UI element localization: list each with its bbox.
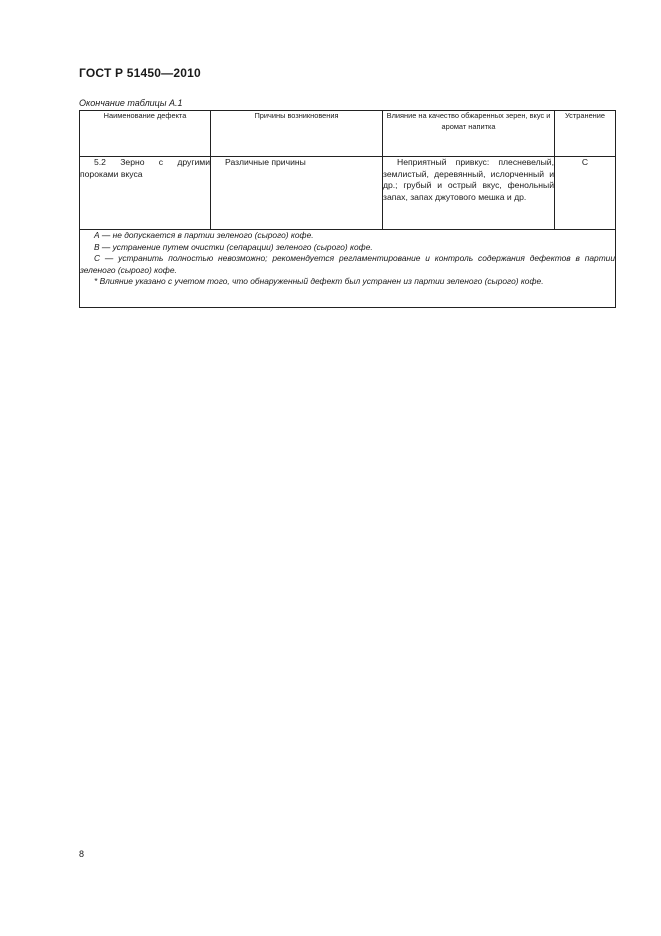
defects-table <box>79 110 616 308</box>
notes-row <box>80 230 616 308</box>
table-row <box>80 157 616 230</box>
page-number: 8 <box>79 849 85 859</box>
table-header-row <box>80 111 616 157</box>
table-notes <box>80 230 616 308</box>
column-header-removal: Устранение <box>555 111 616 157</box>
cause-cell: Различные причины <box>211 157 383 230</box>
defect-cell: 5.2 Зерно с другими пороками вкуса <box>80 157 211 230</box>
column-header-defect: Наименование дефекта <box>80 111 211 157</box>
note-a: А — не допускается в партии зеленого (сырого) кофе. <box>94 230 314 240</box>
note-b: В — устранение путем очистки (сепарации) зеленого (сырого) кофе. <box>94 241 373 252</box>
table-caption: Окончание таблицы А.1 <box>79 98 183 108</box>
document-code: ГОСТ Р 51450—2010 <box>79 66 201 80</box>
column-header-cause: Причины возникновения <box>211 111 383 157</box>
note-footnote: * Влияние указано с учетом того, что обнаруженный дефект был устранен из партии зеленого (сырого) кофе. <box>94 276 544 287</box>
column-header-influence: Влияние на качество обжаренных зерен, вкус и аромат напитка <box>383 111 555 157</box>
removal-cell: С <box>555 157 616 230</box>
influence-cell: Неприятный привкус: плесневелый, землистый, деревянный, иcлорченный и др.; грубый и острый вкус, фенольный запах, запах джутового мешка и др. <box>383 157 555 230</box>
note-c: С — устранить полностью невозможно; рекомендуется регламентирование и контроль содержания дефектов в партии зеленого (сырого) кофе. <box>80 253 615 275</box>
